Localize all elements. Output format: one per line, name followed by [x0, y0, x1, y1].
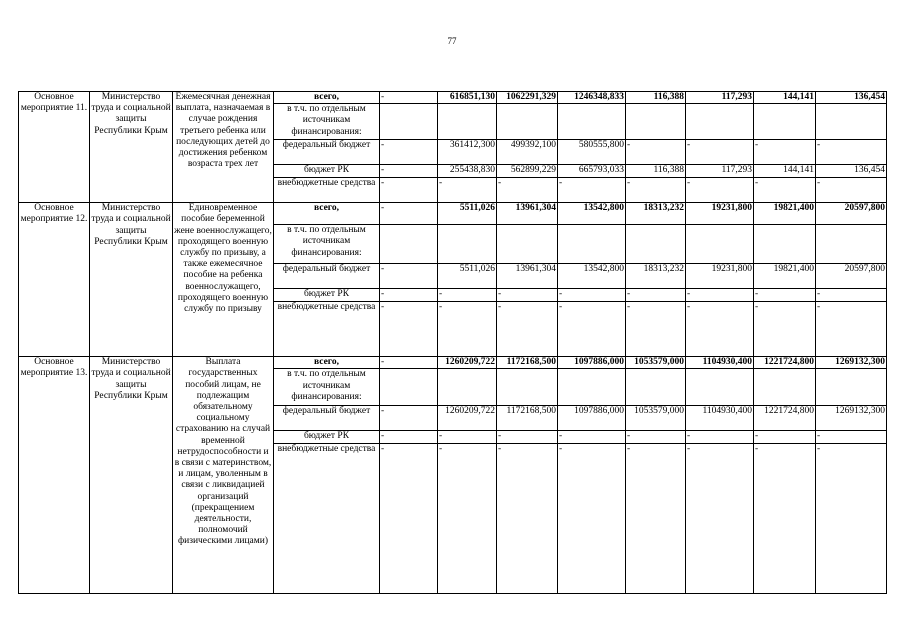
amount-cell: 1104930,400: [686, 406, 754, 431]
amount-cell: 116,388: [626, 92, 686, 104]
code-cell: -: [380, 178, 438, 203]
amount-cell: 580555,800: [558, 140, 626, 165]
amount-cell: [558, 104, 626, 140]
amount-cell: [686, 225, 754, 264]
amount-cell: -: [816, 289, 887, 302]
amount-cell: 19231,800: [686, 203, 754, 225]
amount-cell: -: [626, 431, 686, 444]
amount-cell: -: [626, 178, 686, 203]
amount-cell: -: [626, 302, 686, 357]
code-cell: [380, 225, 438, 264]
amount-cell: 5511,026: [438, 264, 497, 289]
amount-cell: 1269132,300: [816, 357, 887, 369]
amount-cell: 13961,304: [497, 264, 558, 289]
amount-cell: -: [754, 289, 816, 302]
amount-cell: 665793,033: [558, 165, 626, 178]
amount-cell: [626, 225, 686, 264]
amount-cell: 361412,300: [438, 140, 497, 165]
funding-source-cell: федеральный бюджет: [274, 264, 380, 289]
amount-cell: [816, 225, 887, 264]
funding-source-cell: федеральный бюджет: [274, 406, 380, 431]
amount-cell: 116,388: [626, 165, 686, 178]
amount-cell: 1221724,800: [754, 406, 816, 431]
amount-cell: -: [686, 140, 754, 165]
amount-cell: [686, 104, 754, 140]
code-cell: -: [380, 203, 438, 225]
funding-source-cell: всего,: [274, 357, 380, 369]
description-cell: Ежемесячная денежная выплата, назначаемая в случае рождения третьего ребенка или последующих детей до достижения ребенком возраста трех лет: [173, 92, 274, 203]
funding-source-cell: внебюджетные средства: [274, 302, 380, 357]
amount-cell: 13542,800: [558, 264, 626, 289]
code-cell: [380, 104, 438, 140]
code-cell: -: [380, 264, 438, 289]
amount-cell: -: [686, 178, 754, 203]
amount-cell: [686, 369, 754, 406]
amount-cell: 117,293: [686, 92, 754, 104]
amount-cell: -: [438, 431, 497, 444]
amount-cell: -: [438, 302, 497, 357]
amount-cell: 1053579,000: [626, 357, 686, 369]
amount-cell: 1172168,500: [497, 357, 558, 369]
amount-cell: -: [816, 302, 887, 357]
amount-cell: -: [686, 444, 754, 594]
amount-cell: -: [438, 444, 497, 594]
funding-source-cell: в т.ч. по отдельным источникам финансирования:: [274, 225, 380, 264]
amount-cell: [497, 225, 558, 264]
amount-cell: [754, 225, 816, 264]
amount-cell: -: [626, 444, 686, 594]
event-cell: Основное мероприятие 12.: [19, 203, 90, 357]
amount-cell: 1260209,722: [438, 357, 497, 369]
amount-cell: 144,141: [754, 92, 816, 104]
amount-cell: -: [754, 302, 816, 357]
table-row: [19, 357, 887, 369]
amount-cell: 19231,800: [686, 264, 754, 289]
amount-cell: 1221724,800: [754, 357, 816, 369]
code-cell: -: [380, 431, 438, 444]
amount-cell: 1172168,500: [497, 406, 558, 431]
page-number: 77: [447, 36, 457, 46]
amount-cell: 18313,232: [626, 264, 686, 289]
amount-cell: -: [626, 289, 686, 302]
description-cell: Единовременное пособие беременной жене военнослужащего, проходящего военную службу по призыву, а также ежемесячное пособие на ребенка военнослужащего, проходящего военную службу по призыву: [173, 203, 274, 357]
description-cell: Выплата государственных пособий лицам, не подлежащим обязательному социальному страхованию на случай временной нетрудоспособности и в связи с материнством, и лицам, уволенным в связи с ликвидацией организаций (прекращением деятельности, полномочий физическими лицами): [173, 357, 274, 594]
amount-cell: -: [626, 140, 686, 165]
code-cell: [380, 369, 438, 406]
funding-source-cell: бюджет РК: [274, 289, 380, 302]
funding-source-cell: в т.ч. по отдельным источникам финансирования:: [274, 369, 380, 406]
amount-cell: 13542,800: [558, 203, 626, 225]
funding-source-cell: бюджет РК: [274, 431, 380, 444]
amount-cell: 255438,830: [438, 165, 497, 178]
amount-cell: 1062291,329: [497, 92, 558, 104]
amount-cell: 144,141: [754, 165, 816, 178]
amount-cell: [816, 104, 887, 140]
amount-cell: 136,454: [816, 165, 887, 178]
executor-cell: Министерство труда и социальной защиты Республики Крым: [90, 357, 173, 594]
amount-cell: -: [497, 444, 558, 594]
code-cell: -: [380, 140, 438, 165]
amount-cell: -: [497, 178, 558, 203]
amount-cell: -: [754, 140, 816, 165]
amount-cell: -: [497, 431, 558, 444]
amount-cell: [558, 369, 626, 406]
amount-cell: 1260209,722: [438, 406, 497, 431]
executor-cell: Министерство труда и социальной защиты Республики Крым: [90, 92, 173, 203]
amount-cell: -: [686, 431, 754, 444]
executor-cell: Министерство труда и социальной защиты Республики Крым: [90, 203, 173, 357]
funding-source-cell: всего,: [274, 203, 380, 225]
amount-cell: 1269132,300: [816, 406, 887, 431]
amount-cell: -: [558, 302, 626, 357]
amount-cell: -: [438, 178, 497, 203]
amount-cell: [497, 104, 558, 140]
amount-cell: -: [558, 431, 626, 444]
code-cell: -: [380, 165, 438, 178]
amount-cell: -: [497, 302, 558, 357]
amount-cell: 5511,026: [438, 203, 497, 225]
amount-cell: [438, 104, 497, 140]
amount-cell: 562899,229: [497, 165, 558, 178]
amount-cell: [438, 225, 497, 264]
amount-cell: -: [686, 302, 754, 357]
amount-cell: -: [686, 289, 754, 302]
code-cell: -: [380, 357, 438, 369]
funding-source-cell: всего,: [274, 92, 380, 104]
amount-cell: 20597,800: [816, 264, 887, 289]
amount-cell: 117,293: [686, 165, 754, 178]
amount-cell: 1097886,000: [558, 357, 626, 369]
funding-source-cell: в т.ч. по отдельным источникам финансирования:: [274, 104, 380, 140]
amount-cell: -: [816, 140, 887, 165]
amount-cell: [626, 104, 686, 140]
amount-cell: 1053579,000: [626, 406, 686, 431]
financing-table: [18, 91, 887, 594]
amount-cell: 19821,400: [754, 203, 816, 225]
amount-cell: -: [558, 178, 626, 203]
amount-cell: -: [438, 289, 497, 302]
table-row: [19, 203, 887, 225]
code-cell: -: [380, 406, 438, 431]
funding-source-cell: внебюджетные средства: [274, 178, 380, 203]
amount-cell: 1104930,400: [686, 357, 754, 369]
amount-cell: -: [816, 178, 887, 203]
amount-cell: 1097886,000: [558, 406, 626, 431]
amount-cell: [754, 104, 816, 140]
event-cell: Основное мероприятие 13.: [19, 357, 90, 594]
amount-cell: 18313,232: [626, 203, 686, 225]
code-cell: -: [380, 92, 438, 104]
funding-source-cell: внебюджетные средства: [274, 444, 380, 594]
amount-cell: -: [816, 444, 887, 594]
table-body: [19, 92, 887, 594]
amount-cell: [816, 369, 887, 406]
code-cell: -: [380, 444, 438, 594]
amount-cell: -: [754, 178, 816, 203]
amount-cell: -: [497, 289, 558, 302]
amount-cell: [497, 369, 558, 406]
amount-cell: [626, 369, 686, 406]
amount-cell: 19821,400: [754, 264, 816, 289]
funding-source-cell: бюджет РК: [274, 165, 380, 178]
amount-cell: [558, 225, 626, 264]
amount-cell: 1246348,833: [558, 92, 626, 104]
amount-cell: -: [816, 431, 887, 444]
amount-cell: -: [754, 444, 816, 594]
amount-cell: [438, 369, 497, 406]
table-row: [19, 92, 887, 104]
amount-cell: 499392,100: [497, 140, 558, 165]
code-cell: -: [380, 289, 438, 302]
amount-cell: [754, 369, 816, 406]
amount-cell: -: [754, 431, 816, 444]
amount-cell: -: [558, 289, 626, 302]
amount-cell: 20597,800: [816, 203, 887, 225]
amount-cell: 136,454: [816, 92, 887, 104]
event-cell: Основное мероприятие 11.: [19, 92, 90, 203]
amount-cell: 616851,130: [438, 92, 497, 104]
code-cell: -: [380, 302, 438, 357]
amount-cell: 13961,304: [497, 203, 558, 225]
funding-source-cell: федеральный бюджет: [274, 140, 380, 165]
amount-cell: -: [558, 444, 626, 594]
